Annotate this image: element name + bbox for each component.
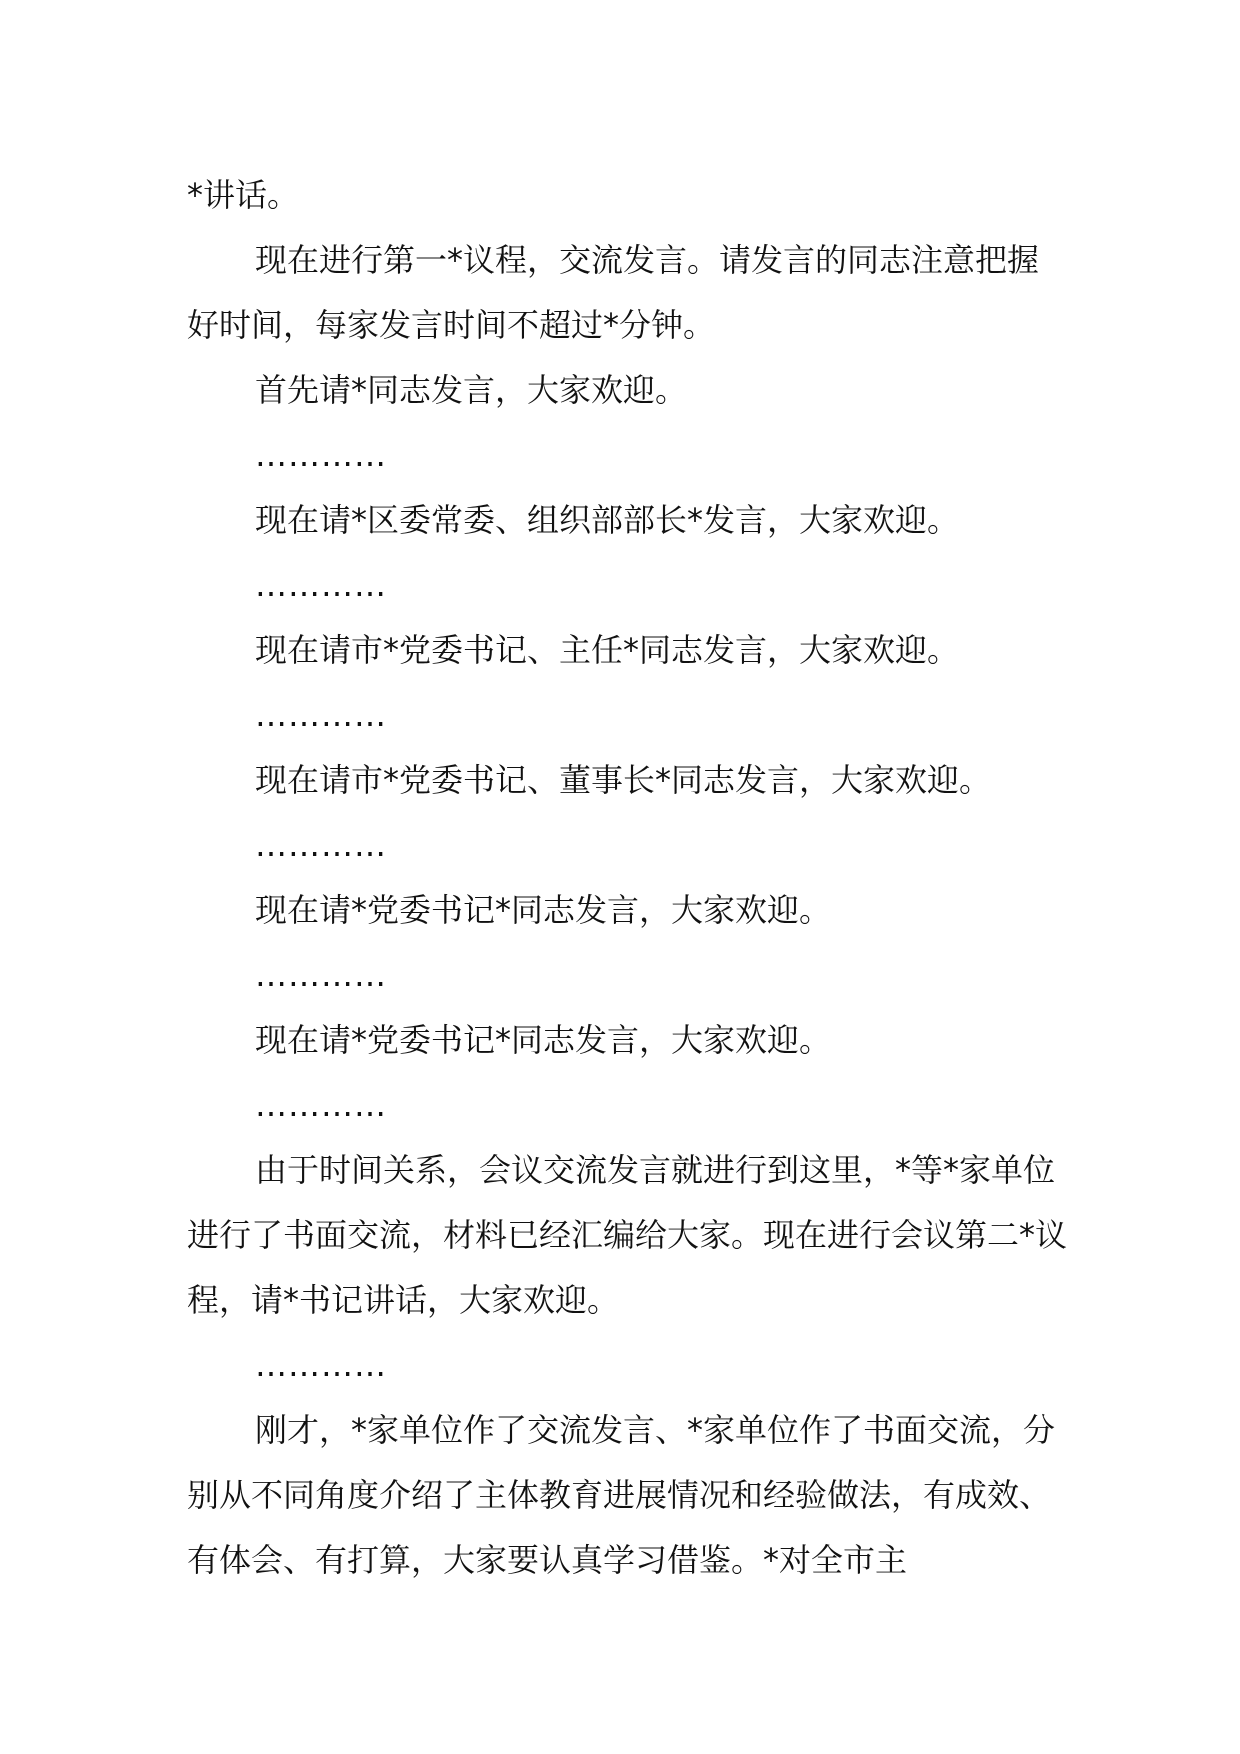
ellipsis-line: …………: [255, 696, 387, 734]
document-body: [187, 163, 1067, 1593]
paragraph: 现在请*党委书记*同志发言，大家欢迎。: [255, 891, 832, 929]
paragraph: 首先请*同志发言，大家欢迎。: [255, 371, 688, 409]
paragraph: 由于时间关系，会议交流发言就进行到这里，*等*家单位进行了书面交流，材料已经汇编给大家。现在进行会议第二*议程，请*书记讲话，大家欢迎。: [187, 1151, 1068, 1319]
ellipsis-line: …………: [255, 1086, 387, 1124]
paragraph: 现在进行第一*议程，交流发言。请发言的同志注意把握好时间，每家发言时间不超过*分钟。: [187, 241, 1040, 344]
paragraph: 现在请市*党委书记、主任*同志发言，大家欢迎。: [255, 631, 960, 669]
paragraph: 现在请市*党委书记、董事长*同志发言，大家欢迎。: [255, 761, 992, 799]
paragraph: *讲话。: [187, 176, 300, 214]
paragraph: 现在请*区委常委、组织部部长*发言，大家欢迎。: [255, 501, 960, 539]
ellipsis-line: …………: [255, 566, 387, 604]
ellipsis-line: …………: [255, 436, 387, 474]
ellipsis-line: …………: [255, 956, 387, 994]
ellipsis-line: …………: [255, 1346, 387, 1384]
paragraph: 刚才，*家单位作了交流发言、*家单位作了书面交流，分别从不同角度介绍了主体教育进展情况和经验做法，有成效、有体会、有打算，大家要认真学习借鉴。*对全市主: [187, 1411, 1056, 1579]
ellipsis-line: …………: [255, 826, 387, 864]
paragraph: 现在请*党委书记*同志发言，大家欢迎。: [255, 1021, 832, 1059]
